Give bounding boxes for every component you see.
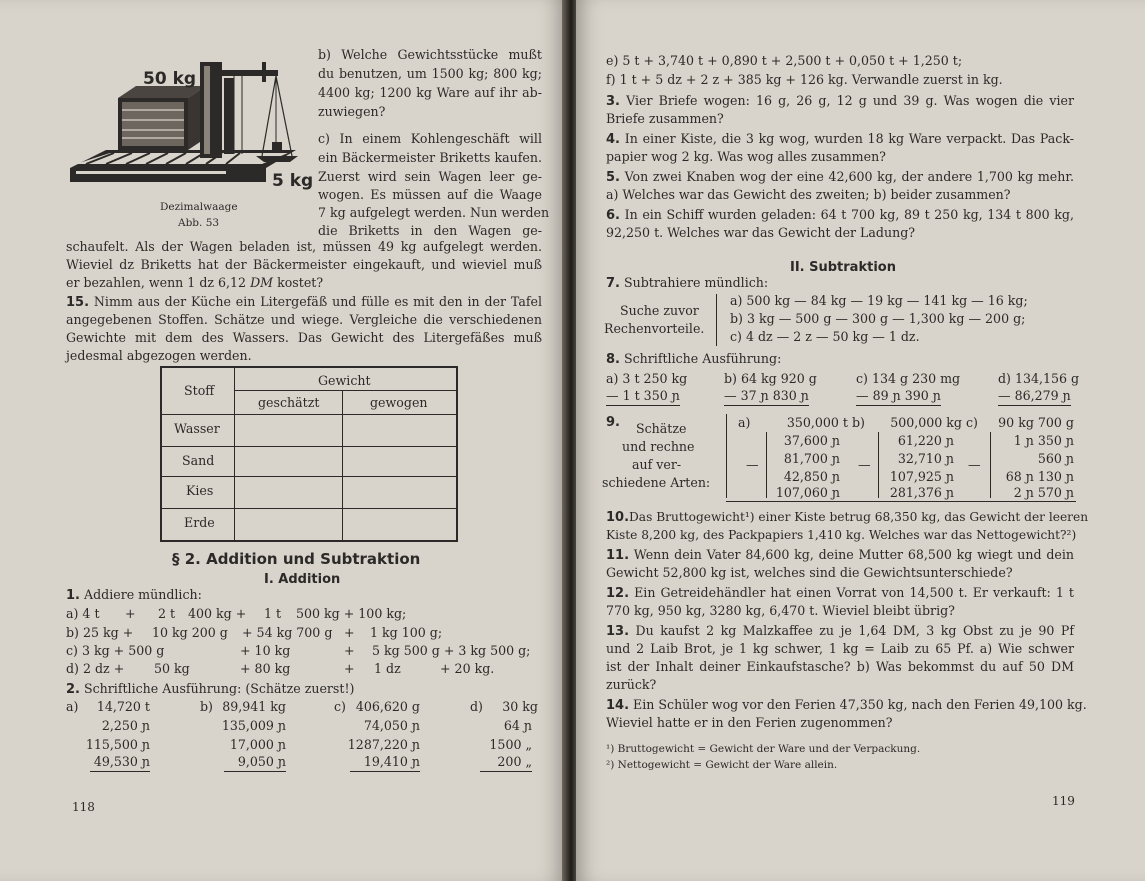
task-13-line xyxy=(606,622,1074,641)
task-c-line: Zuerst wird sein Wagen leer ge- xyxy=(318,169,542,184)
task-13-number: 13. xyxy=(606,624,630,639)
page-number-right: 119 xyxy=(1052,794,1075,808)
task-2d-value: 64 ɲ xyxy=(503,718,532,733)
task-10-text: Das Bruttogewicht¹) einer Kiste betrug 68,350 kg, das Gewicht der leeren xyxy=(629,510,1089,524)
task-11-text: Wenn dein Vater 84,600 kg, deine Mutter 68,500 kg wiegt und dein xyxy=(633,547,1074,562)
task-9c-value: 560 ɲ xyxy=(1037,451,1074,466)
task-8-text: Schriftliche Ausführung: xyxy=(624,351,782,366)
task-9a-value: 350,000 t xyxy=(786,415,848,430)
task-9b-brace xyxy=(878,432,879,498)
task-11-number: 11. xyxy=(606,548,630,563)
task-3-line xyxy=(606,92,1074,111)
task-7-number: 7. xyxy=(606,276,620,291)
task-9-underline xyxy=(726,501,1076,502)
task-9b-value: 281,376 ɲ xyxy=(889,485,954,500)
figure-label-5kg: 5 kg xyxy=(272,171,314,191)
task-2c-value: 406,620 g xyxy=(355,699,420,714)
cell: 5 kg 500 g + 3 kg 500 g; xyxy=(372,643,531,658)
cell: + 54 kg 700 g xyxy=(242,625,333,640)
page-number-left: 118 xyxy=(72,800,95,814)
cell: 1 kg 100 g; xyxy=(370,625,443,640)
task-9-number: 9. xyxy=(606,415,620,430)
task-2-heading xyxy=(66,680,354,699)
cell: 500 kg + 100 kg; xyxy=(296,606,407,621)
task-c-line: die Briketts in den Wagen ge- xyxy=(318,223,542,238)
task-12-number: 12. xyxy=(606,586,630,601)
task-b-line: 4400 kg; 1200 kg Ware auf ihr ab- xyxy=(318,85,542,100)
task-5-line xyxy=(606,168,1074,187)
task-4-text: In einer Kiste, die 3 kg wog, wurden 18 kg Ware verpackt. Das Pack- xyxy=(624,131,1074,146)
task-7-row: b) 3 kg — 500 g — 300 g — 1,300 kg — 200 g; xyxy=(730,311,1026,326)
task-8-number: 8. xyxy=(606,352,620,367)
task-9c-value: 68 ɲ 130 ɲ xyxy=(1005,469,1074,484)
task-5-line: a) Welches war das Gewicht des zweiten; b) beider zusammen? xyxy=(606,187,1011,202)
task-c-line: wogen. Es müssen auf die Waage xyxy=(318,187,542,202)
task-15-line xyxy=(66,293,542,312)
task-7-text: Subtrahiere mündlich: xyxy=(624,275,769,290)
task-2-number: 2. xyxy=(66,682,80,697)
task-6-line: 92,250 t. Welches war das Gewicht der Ladung? xyxy=(606,225,916,240)
table-row-label: Kies xyxy=(186,483,214,498)
left-page xyxy=(0,0,566,881)
task-15-line: Gewichte mit dem des Wassers. Das Gewicht des Litergefäßes muß xyxy=(66,330,542,345)
task-1f: f) 1 t + 5 dz + 2 z + 385 kg + 126 kg. Verwandle zuerst in kg. xyxy=(606,72,1003,87)
table-row-label: Erde xyxy=(184,515,215,530)
subsection-title-subtraktion: II. Subtraktion xyxy=(790,260,896,275)
right-page xyxy=(576,0,1145,881)
task-15-number: 15. xyxy=(66,295,90,310)
task-2b-value: 9,050 ɲ xyxy=(224,753,286,772)
task-4-line: papier wog 2 kg. Was wog alles zusammen? xyxy=(606,149,886,164)
task-7-row: a) 500 kg — 84 kg — 19 kg — 141 kg — 16 kg; xyxy=(730,293,1028,308)
table-row-label: Sand xyxy=(182,453,215,468)
task-c-line: ein Bäckermeister Briketts kaufen. xyxy=(318,150,542,165)
table-header-gewogen: gewogen xyxy=(370,395,428,410)
figure-caption: Dezimalwaage xyxy=(160,201,238,213)
cell: c) 3 kg + 500 g xyxy=(66,643,165,658)
task-2c-value: 19,410 ɲ xyxy=(350,753,420,772)
table-row-label: Wasser xyxy=(174,421,220,436)
task-c-end: kostet? xyxy=(277,275,324,290)
task-9a-value: 42,850 ɲ xyxy=(783,469,840,484)
task-9c-minus: — xyxy=(968,457,981,472)
task-9c-label: c) xyxy=(966,415,978,430)
task-c-full-line xyxy=(66,274,323,292)
task-2-text: Schriftliche Ausführung: (Schätze zuerst!) xyxy=(84,681,355,696)
task-9b-value: 500,000 kg xyxy=(890,415,962,430)
task-1a xyxy=(66,605,100,623)
cell: d) 2 dz + xyxy=(66,661,125,676)
task-2a-value: 115,500 ɲ xyxy=(85,737,150,752)
task-8b-bottom: — 37 ɲ 830 ɲ xyxy=(724,387,809,406)
task-1-text: Addiere mündlich: xyxy=(84,587,202,602)
cell: + xyxy=(344,661,355,676)
task-3-number: 3. xyxy=(606,94,620,109)
task-15-line: angegebenen Stoffen. Schätze und wiege. Vergleiche die verschiedenen xyxy=(66,312,542,327)
task-c-full-line: Wieviel dz Briketts hat der Bäckermeister eingekauft, und wieviel muß xyxy=(66,257,542,272)
task-8c-top: c) 134 g 230 mg xyxy=(856,371,961,386)
task-7-side: Rechenvorteile. xyxy=(604,321,705,336)
task-9-side: und rechne xyxy=(622,439,695,454)
task-8-heading xyxy=(606,350,781,369)
task-8b-top: b) 64 kg 920 g xyxy=(724,371,817,386)
task-2b-value: 135,009 ɲ xyxy=(221,718,286,733)
task-2a-value: 2,250 ɲ xyxy=(101,718,150,733)
task-13-line: zurück? xyxy=(606,677,657,692)
task-2d-label: d) xyxy=(470,699,483,714)
task-13-line: ist der Inhalt deiner Einkaufstasche? b) Was bekommst du auf 50 DM xyxy=(606,659,1074,674)
cell: b) 25 kg + xyxy=(66,625,134,640)
task-14-number: 14. xyxy=(606,698,630,713)
task-3-text: Vier Briefe wogen: 16 g, 26 g, 12 g und 39 g. Was wogen die vier xyxy=(626,93,1074,108)
subsection-title-addition: I. Addition xyxy=(264,572,341,587)
task-13-line: und 2 Laib Brot, je 1 kg schwer, 1 kg = Laib zu 65 Pf. a) Wie schwer xyxy=(606,641,1074,656)
task-9b-value: 61,220 ɲ xyxy=(897,433,954,448)
task-c-line: 7 kg aufgelegt werden. Nun werden xyxy=(318,205,550,220)
cell: + 80 kg xyxy=(240,661,291,676)
task-7-side: Suche zuvor xyxy=(620,303,699,318)
task-9-side: schiedene Arten: xyxy=(602,475,711,490)
task-2a-value: 49,530 ɲ xyxy=(90,753,150,772)
task-9-divider xyxy=(726,414,727,498)
task-9c-value: 90 kg 700 g xyxy=(998,415,1074,430)
task-13-text: Du kaufst 2 kg Malzkaffee zu je 1,64 DM, 3 kg Obst zu je 90 Pf xyxy=(635,623,1074,638)
task-8a-top: a) 3 t 250 kg xyxy=(606,371,688,386)
task-5-number: 5. xyxy=(606,170,620,185)
currency-dm: DM xyxy=(250,275,274,290)
task-2d-value: 200 „ xyxy=(480,753,532,772)
task-2a-label: a) xyxy=(66,699,79,714)
task-5-text: Von zwei Knaben wog der eine 42,600 kg, der andere 1,700 kg mehr. xyxy=(624,169,1074,184)
task-7-brace xyxy=(716,294,717,346)
cell: 50 kg xyxy=(154,661,190,676)
task-4-line xyxy=(606,130,1074,149)
task-9-side: Schätze xyxy=(636,421,687,436)
task-1-number: 1. xyxy=(66,588,80,603)
task-1-heading xyxy=(66,586,202,605)
footnote: ¹) Bruttogewicht = Gewicht der Ware und der Verpackung. xyxy=(606,743,921,755)
task-9c-value: 1 ɲ 350 ɲ xyxy=(1013,433,1074,448)
cell: + xyxy=(344,643,355,658)
task-2c-value: 74,050 ɲ xyxy=(363,718,420,733)
table-header-stoff: Stoff xyxy=(184,383,215,398)
task-8d-top: d) 134,156 g xyxy=(998,371,1080,386)
task-11-line: Gewicht 52,800 kg ist, welches sind die Gewichtsunterschiede? xyxy=(606,565,1013,580)
task-7-row: c) 4 dz — 2 z — 50 kg — 1 dz. xyxy=(730,329,920,344)
task-14-text: Ein Schüler wog vor den Ferien 47,350 kg, nach den Ferien 49,100 kg. xyxy=(633,697,1087,712)
cell: + xyxy=(125,606,136,621)
task-9c-value: 2 ɲ 570 ɲ xyxy=(1013,485,1074,500)
task-7-heading xyxy=(606,274,768,293)
task-11-line xyxy=(606,546,1074,565)
task-9-side: auf ver- xyxy=(632,457,682,472)
table-header-gewicht: Gewicht xyxy=(318,373,371,388)
task-2b-label: b) xyxy=(200,699,213,714)
task-8a-bottom: — 1 t 350 ɲ xyxy=(606,387,680,406)
task-10-line xyxy=(606,508,1089,527)
weight-table xyxy=(160,366,458,542)
task-2d-value: 30 kg xyxy=(502,699,538,714)
task-1e: e) 5 t + 3,740 t + 0,890 t + 2,500 t + 0,050 t + 1,250 t; xyxy=(606,53,963,68)
cell: 10 kg 200 g xyxy=(152,625,228,640)
task-2a-value: 14,720 t xyxy=(96,699,150,714)
task-9b-minus: — xyxy=(858,457,871,472)
task-8d-bottom: — 86,279 ɲ xyxy=(998,387,1071,406)
task-b-line: zuwiegen? xyxy=(318,104,386,119)
task-14-line: Wieviel hatte er in den Ferien zugenommen? xyxy=(606,715,893,730)
task-3-line: Briefe zusammen? xyxy=(606,111,724,126)
cell: + 10 kg xyxy=(240,643,291,658)
task-2c-label: c) xyxy=(334,699,346,714)
task-6-text: In ein Schiff wurden geladen: 64 t 700 kg, 89 t 250 kg, 134 t 800 kg, xyxy=(624,207,1074,222)
task-c-full-line: schaufelt. Als der Wagen beladen ist, müssen 49 kg aufgelegt werden. xyxy=(66,239,542,254)
task-6-line xyxy=(606,206,1074,225)
task-9b-value: 32,710 ɲ xyxy=(897,451,954,466)
task-9a-brace xyxy=(766,432,767,498)
figure-label-50kg: 50 kg xyxy=(143,69,197,89)
task-b-line: du benutzen, um 1500 kg; 800 kg; xyxy=(318,66,542,81)
task-9b-value: 107,925 ɲ xyxy=(889,469,954,484)
section-title: § 2. Addition und Subtraktion xyxy=(172,550,421,568)
task-9a-label: a) xyxy=(738,415,751,430)
figure-number: Abb. 53 xyxy=(178,217,220,229)
task-12-line xyxy=(606,584,1074,603)
cell: 2 t xyxy=(158,606,176,621)
task-6-number: 6. xyxy=(606,208,620,223)
cell: a) 4 t xyxy=(66,606,100,621)
cell: 1 t xyxy=(264,606,282,621)
task-b-line: b) Welche Gewichtsstücke mußt xyxy=(318,47,542,62)
task-c-line: c) In einem Kohlengeschäft will xyxy=(318,131,542,146)
task-10-number: 10. xyxy=(606,510,630,525)
task-2b-value: 89,941 kg xyxy=(222,699,286,714)
task-2c-value: 1287,220 ɲ xyxy=(347,737,420,752)
task-9a-value: 37,600 ɲ xyxy=(783,433,840,448)
task-12-text: Ein Getreidehändler hat einen Vorrat von 14,500 t. Er verkauft: 1 t xyxy=(634,585,1074,600)
task-12-line: 770 kg, 950 kg, 3280 kg, 6,470 t. Wieviel bleibt übrig? xyxy=(606,603,955,618)
cell: 400 kg + xyxy=(188,606,247,621)
task-c-price-text: er bezahlen, wenn 1 dz 6,12 xyxy=(66,275,247,290)
task-2d-value: 1500 „ xyxy=(489,737,532,752)
footnote: ²) Nettogewicht = Gewicht der Ware allein. xyxy=(606,759,838,771)
task-15-line: jedesmal abgezogen werden. xyxy=(66,348,252,363)
task-8c-bottom: — 89 ɲ 390 ɲ xyxy=(856,387,941,406)
task-9a-value: 81,700 ɲ xyxy=(783,451,840,466)
task-10-line: Kiste 8,200 kg, des Packpapiers 1,410 kg. Welches war das Nettogewicht?²) xyxy=(606,528,1077,542)
task-15-text: Nimm aus der Küche ein Litergefäß und fülle es mit den in der Tafel xyxy=(93,294,542,309)
task-9b-label: b) xyxy=(852,415,865,430)
cell: + xyxy=(344,625,355,640)
table-header-geschaetzt: geschätzt xyxy=(258,395,320,410)
task-4-number: 4. xyxy=(606,132,620,147)
cell: + 20 kg. xyxy=(440,661,495,676)
cell: 1 dz xyxy=(374,661,401,676)
task-9a-minus: — xyxy=(746,457,759,472)
task-14-line xyxy=(606,696,1087,715)
task-9a-value: 107,060 ɲ xyxy=(775,485,840,500)
task-2b-value: 17,000 ɲ xyxy=(229,737,286,752)
